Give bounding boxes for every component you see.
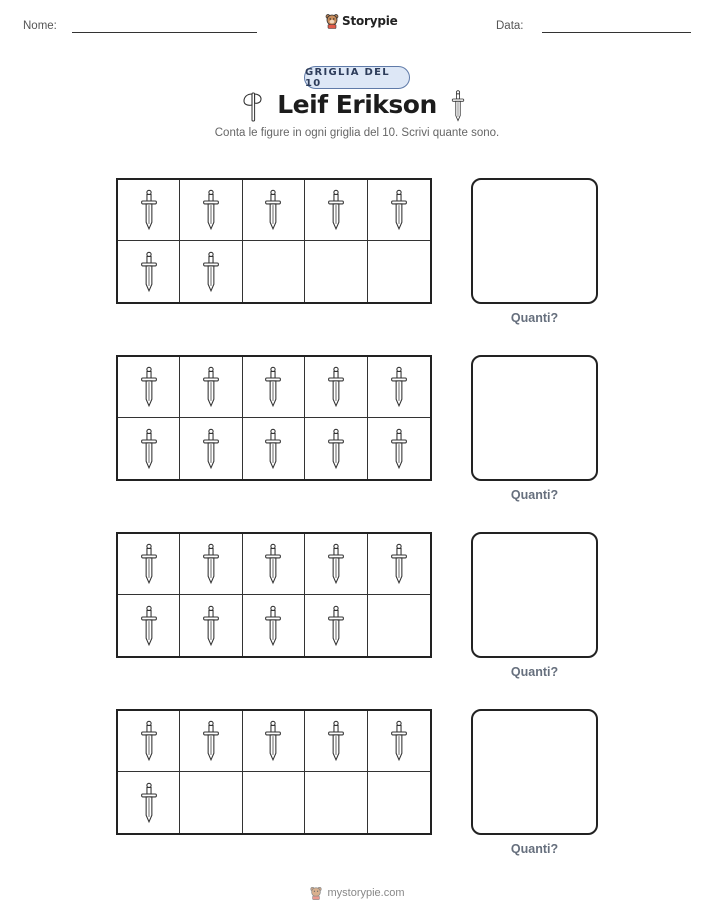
ten-frame-cell — [180, 534, 242, 595]
sword-icon — [390, 541, 408, 587]
ten-frame-cell — [368, 595, 430, 656]
sword-icon — [390, 187, 408, 233]
sword-icon — [202, 541, 220, 587]
sword-icon — [140, 603, 158, 649]
ten-frame-cell — [243, 241, 305, 302]
ten-frame-cell — [368, 357, 430, 418]
ten-frame-cell — [118, 711, 180, 772]
sword-icon — [264, 718, 282, 764]
answer-label: Quanti? — [510, 665, 559, 679]
sword-icon — [202, 603, 220, 649]
answer-box-2[interactable] — [471, 355, 598, 481]
ten-frame-cell — [368, 711, 430, 772]
name-label: Nome: — [23, 20, 57, 32]
bear-mascot-icon — [325, 13, 339, 29]
answer-label: Quanti? — [510, 842, 559, 856]
sword-icon — [140, 780, 158, 826]
ten-frame-cell — [243, 711, 305, 772]
sword-icon — [140, 541, 158, 587]
ten-frame-cell — [305, 534, 367, 595]
sword-icon — [140, 426, 158, 472]
ten-frame-3 — [116, 532, 432, 658]
ten-frame-cell — [180, 772, 242, 833]
answer-label: Quanti? — [510, 311, 559, 325]
ten-frame-cell — [118, 241, 180, 302]
ten-frame-cell — [243, 772, 305, 833]
sword-icon — [451, 90, 465, 122]
ten-frame-cell — [118, 772, 180, 833]
sword-icon — [264, 603, 282, 649]
brand-name: Storypie — [342, 14, 398, 28]
sword-icon — [140, 187, 158, 233]
sword-icon — [327, 187, 345, 233]
sword-icon — [390, 426, 408, 472]
sword-icon — [140, 249, 158, 295]
answer-box-1[interactable] — [471, 178, 598, 304]
ten-frame-cell — [180, 595, 242, 656]
sword-icon — [327, 718, 345, 764]
ten-frame-cell — [305, 418, 367, 479]
footer — [0, 886, 714, 900]
ten-frame-cell — [368, 241, 430, 302]
ten-frame-cell — [118, 418, 180, 479]
ten-frame-cell — [305, 180, 367, 241]
answer-label: Quanti? — [510, 488, 559, 502]
worksheet-type-badge: GRIGLIA DEL 10 — [304, 66, 410, 89]
ten-frame-cell — [180, 241, 242, 302]
ten-frame-cell — [180, 180, 242, 241]
answer-box-4[interactable] — [471, 709, 598, 835]
ten-frame-cell — [243, 534, 305, 595]
sword-icon — [327, 541, 345, 587]
ten-frame-cell — [243, 595, 305, 656]
sword-icon — [140, 364, 158, 410]
sword-icon — [390, 718, 408, 764]
ten-frame-2 — [116, 355, 432, 481]
ten-frame-1 — [116, 178, 432, 304]
ten-frame-cell — [118, 357, 180, 418]
sword-icon — [264, 541, 282, 587]
sword-icon — [327, 364, 345, 410]
ten-frame-cell — [243, 418, 305, 479]
ten-frame-cell — [368, 180, 430, 241]
ten-frame-cell — [368, 418, 430, 479]
name-line[interactable] — [72, 32, 257, 33]
ten-frame-cell — [118, 180, 180, 241]
ten-frame-cell — [180, 711, 242, 772]
ten-frame-cell — [305, 711, 367, 772]
ten-frame-cell — [243, 357, 305, 418]
sword-icon — [264, 426, 282, 472]
sword-icon — [202, 426, 220, 472]
page-title: Leif Erikson — [277, 90, 437, 119]
ten-frame-cell — [305, 595, 367, 656]
sword-icon — [327, 426, 345, 472]
ten-frame-cell — [118, 534, 180, 595]
ten-frame-cell — [368, 772, 430, 833]
ten-frame-cell — [305, 357, 367, 418]
ten-frame-cell — [118, 595, 180, 656]
ten-frame-cell — [305, 772, 367, 833]
instructions: Conta le figure in ogni griglia del 10. Scrivi quante sono. — [214, 127, 500, 139]
sword-icon — [202, 249, 220, 295]
sword-icon — [140, 718, 158, 764]
sword-icon — [264, 364, 282, 410]
answer-box-3[interactable] — [471, 532, 598, 658]
sword-icon — [202, 718, 220, 764]
ten-frame-4 — [116, 709, 432, 835]
footer-url[interactable]: mystorypie.com — [327, 887, 405, 899]
ten-frame-cell — [368, 534, 430, 595]
sword-icon — [264, 187, 282, 233]
ten-frame-cell — [180, 357, 242, 418]
bear-mascot-icon — [309, 886, 323, 900]
sword-icon — [327, 603, 345, 649]
sword-icon — [202, 187, 220, 233]
date-label: Data: — [496, 20, 524, 32]
brand-logo — [325, 13, 398, 29]
ten-frame-cell — [180, 418, 242, 479]
sword-icon — [202, 364, 220, 410]
ten-frame-cell — [243, 180, 305, 241]
date-line[interactable] — [542, 32, 691, 33]
sword-icon — [390, 364, 408, 410]
ten-frame-cell — [305, 241, 367, 302]
